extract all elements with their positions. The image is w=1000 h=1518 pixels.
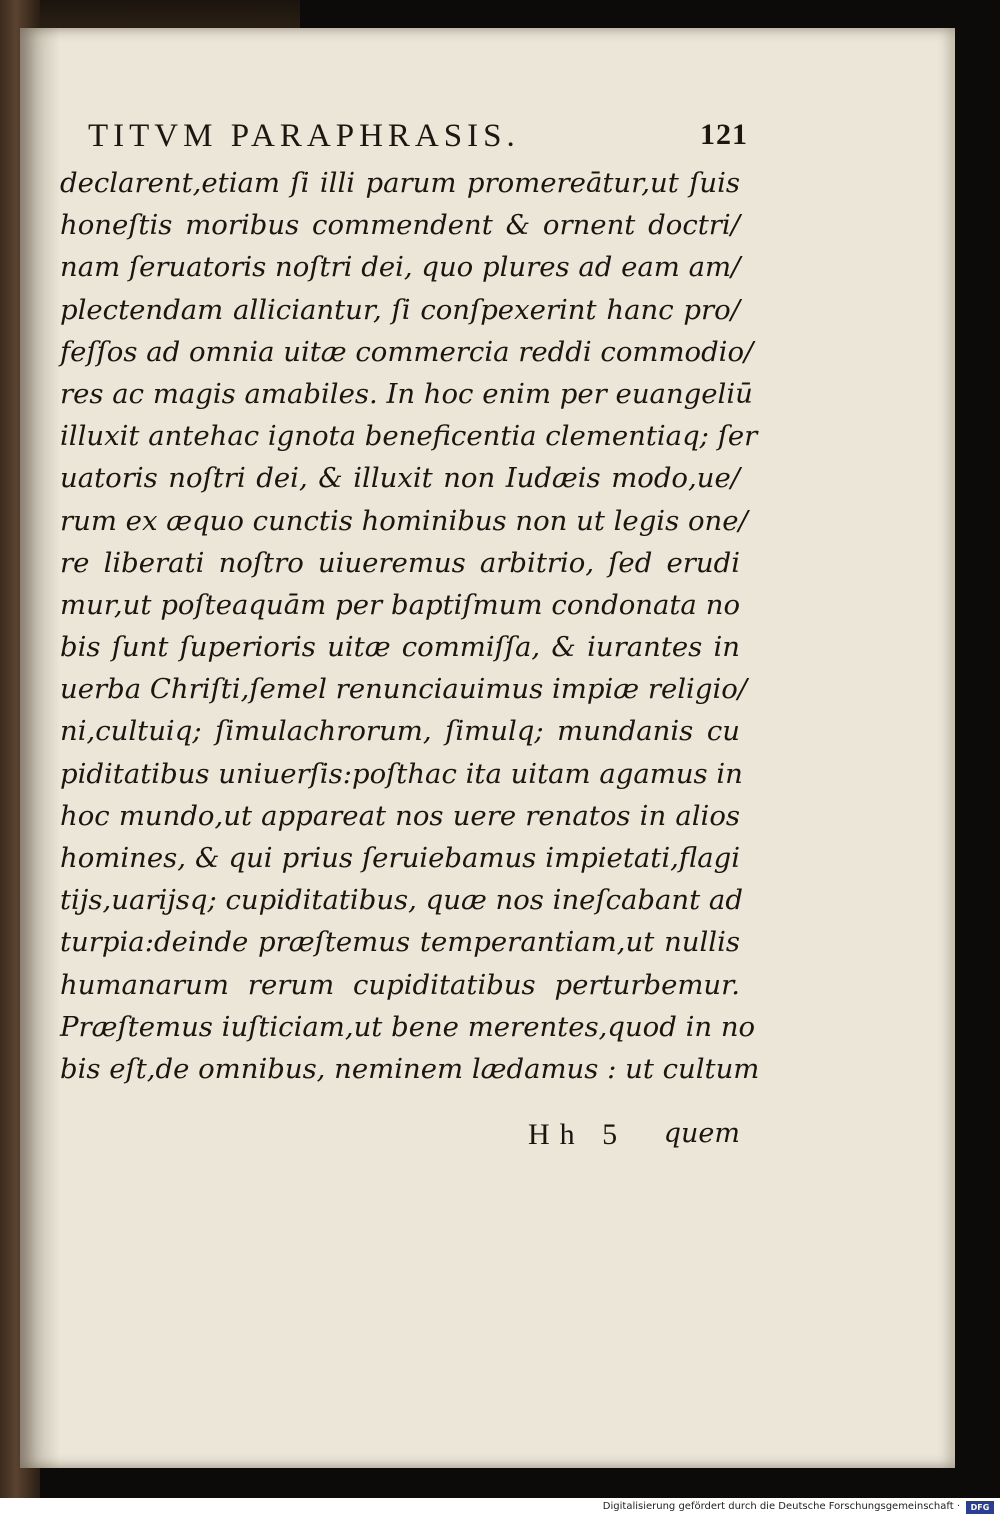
text-line: ni,cultuiq; ſimulachrorum, ſimulq; mundanis cu: [60, 715, 740, 748]
text-line: uerba Chriſti,ſemel renunciauimus impiæ religio/: [60, 673, 748, 706]
text-line: tijs,uarijsq; cupiditatibus, quæ nos ineſcabant ad: [60, 884, 743, 917]
text-line: hoc mundo,ut appareat nos uere renatos in alios: [60, 799, 740, 832]
gutter-shadow: [20, 28, 60, 1468]
text-line: res ac magis amabiles. In hoc enim per euangeliū: [60, 377, 753, 410]
text-line: uatoris noſtri dei, & illuxit non Iudæis modo,ue/: [60, 462, 740, 495]
text-line: mur,ut poſteaquām per baptiſmum condonata no: [60, 588, 740, 621]
binding-top: [0, 0, 300, 30]
text-line: rum ex æquo cunctis hominibus non ut legis one/: [60, 504, 748, 537]
text-line: declarent,etiam ſi illi parum promereātur,ut ſuis: [60, 167, 740, 199]
dfg-logo: DFG: [966, 1501, 994, 1514]
catchline: [60, 1118, 740, 1162]
text-line: nam ſeruatoris noſtri dei, quo plures ad eam am/: [60, 251, 741, 284]
catchword: quem: [663, 1118, 740, 1149]
text-line: plectendam alliciantur, ſi conſpexerint hanc pro/: [60, 293, 740, 326]
text-line: turpia:deinde præſtemus temperantiam,ut nullis: [60, 926, 740, 959]
footer-bar: [0, 1498, 1000, 1518]
signature-mark: Hh 5: [528, 1118, 628, 1151]
text-line: humanarum rerum cupiditatibus perturbemur.: [60, 968, 740, 1001]
text-line: feſſos ad omnia uitæ commercia reddi commodio/: [60, 335, 754, 368]
text-line: Præſtemus iuſticiam,ut bene merentes,quod in no: [60, 1010, 756, 1043]
text-line: homines, & qui prius ſeruiebamus impietati,flagi: [60, 842, 740, 874]
text-line: piditatibus uniuerſis:poſthac ita uitam agamus in: [60, 757, 743, 790]
running-head-title: TITVM PARAPHRASIS.: [88, 118, 520, 154]
text-block: [60, 162, 760, 1090]
text-line: honeſtis moribus commendent & ornent doctri/: [60, 209, 740, 242]
text-line: bis eſt,de omnibus, neminem lædamus : ut cultum: [60, 1052, 760, 1085]
text-line: bis ſunt ſuperioris uitæ commiſſa, & iurantes in: [60, 631, 740, 664]
text-line: illuxit antehac ignota beneficentia clementiaq; ſer: [60, 420, 758, 453]
funding-credit: Digitalisierung gefördert durch die Deutsche Forschungsgemeinschaft ·: [602, 1501, 960, 1512]
text-line: re liberati noſtro uiueremus arbitrio, ſed erudi: [60, 546, 740, 579]
running-head: [88, 118, 748, 162]
page-number: 121: [700, 118, 748, 151]
